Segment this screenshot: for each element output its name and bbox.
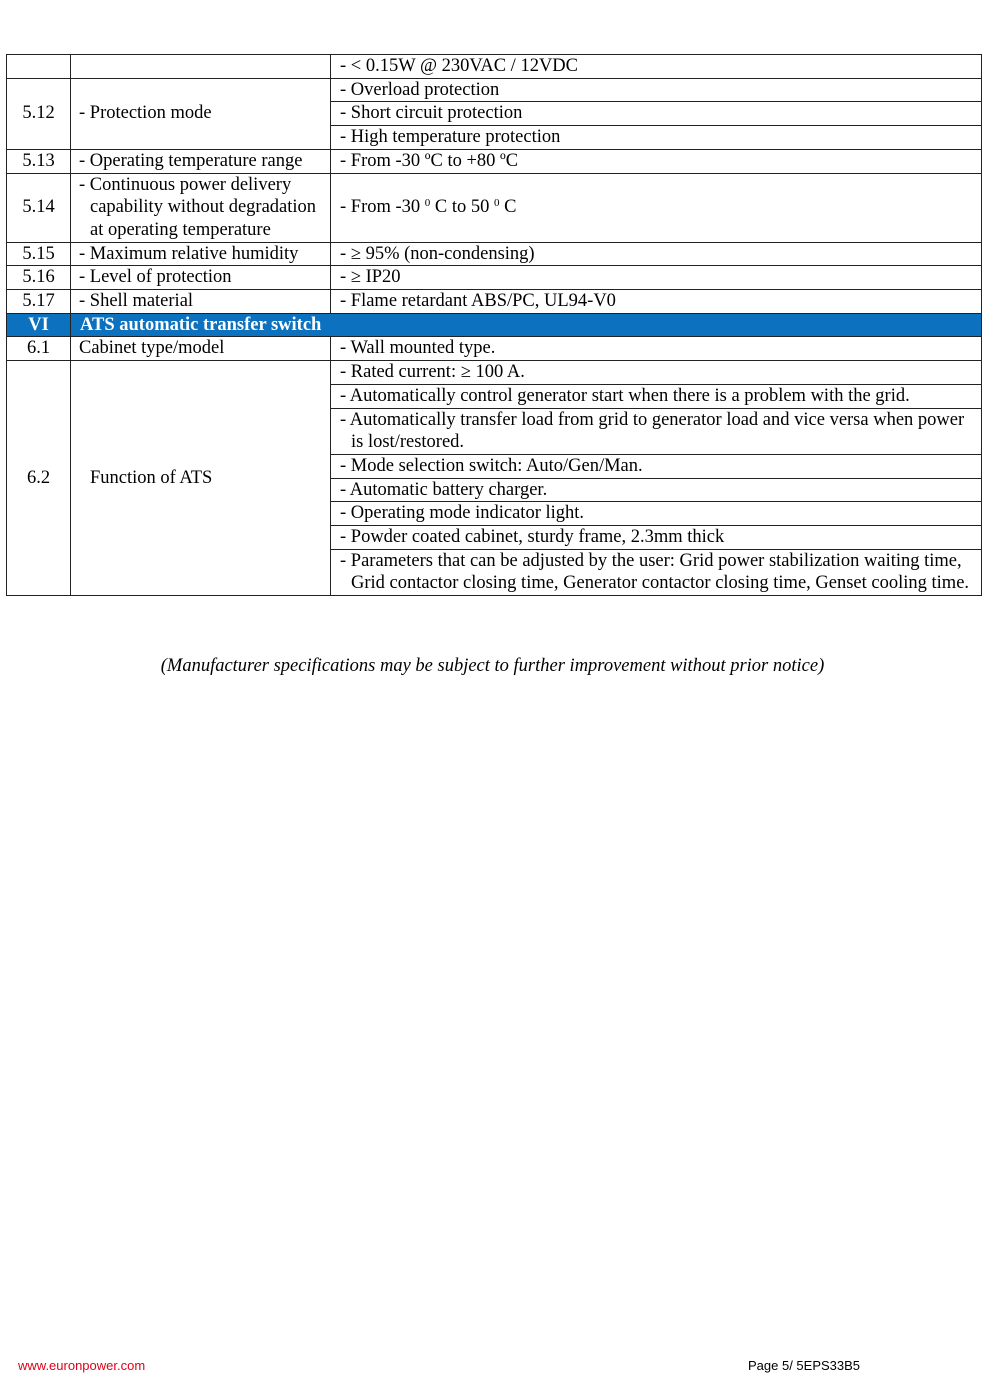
- spec-name: - Operating temperature range: [79, 150, 303, 171]
- spec-value: - ≥ 95% (non-condensing): [340, 243, 535, 264]
- table-row: [7, 361, 982, 385]
- spec-value: - < 0.15W @ 230VAC / 12VDC: [340, 56, 579, 76]
- table-row: [7, 242, 982, 266]
- disclaimer-note: (Manufacturer specifications may be subject to further improvement without prior notice): [160, 656, 825, 676]
- spec-value: - Powder coated cabinet, sturdy frame, 2.3mm thick: [340, 527, 725, 548]
- spec-value: - Automatically control generator start when there is a problem with the grid.: [340, 385, 910, 406]
- spec-value: - Operating mode indicator light.: [340, 503, 585, 524]
- row-number: 5.14: [7, 173, 71, 242]
- row-number: 5.17: [7, 290, 71, 314]
- spec-value: - Automatically transfer load from grid to generator load and vice versa when power is lost/restored.: [340, 409, 965, 453]
- footer-website-link[interactable]: www.euronpower.com: [18, 1358, 146, 1373]
- row-number: 6.1: [7, 337, 71, 361]
- spec-value: - Short circuit protection: [340, 103, 523, 124]
- row-number: 5.13: [7, 149, 71, 173]
- spec-name: Cabinet type/model: [71, 337, 331, 361]
- table-row: [7, 337, 982, 361]
- spec-value: - Flame retardant ABS/PC, UL94-V0: [340, 291, 616, 312]
- spec-name: - Protection mode: [79, 103, 212, 124]
- spec-name: - Shell material: [79, 291, 194, 312]
- row-number: 5.15: [7, 242, 71, 266]
- spec-name: - Level of protection: [79, 267, 232, 288]
- footer-page-number: Page 5/ 5EPS33B5: [748, 1358, 861, 1373]
- spec-value: - Automatic battery charger.: [340, 479, 548, 500]
- spec-value: - From -30 ºC to +80 ºC: [340, 150, 519, 171]
- table-row: [7, 290, 982, 314]
- section-title: ATS automatic transfer switch: [71, 313, 982, 337]
- section-number: VI: [7, 313, 71, 337]
- row-number: 5.16: [7, 266, 71, 290]
- spec-value: - Overload protection: [340, 79, 500, 100]
- spec-name: Function of ATS: [71, 361, 331, 596]
- spec-value: - High temperature protection: [340, 127, 561, 148]
- spec-value: - ≥ IP20: [340, 267, 401, 288]
- spec-name: - Maximum relative humidity: [79, 243, 299, 264]
- spec-value: - Rated current: ≥ 100 A.: [340, 362, 525, 383]
- spec-name: - Continuous power delivery capability without degradation at operating temperature: [79, 174, 317, 240]
- table-row: [7, 55, 982, 79]
- row-number: 5.12: [7, 78, 71, 149]
- spec-value: - Wall mounted type.: [340, 338, 496, 359]
- spec-value: - Mode selection switch: Auto/Gen/Man.: [340, 455, 643, 476]
- spec-value: - From -30 $^0$ C to 50 $^0$ C: [340, 197, 517, 218]
- section-header-row: [7, 313, 982, 337]
- table-row: [7, 266, 982, 290]
- row-number: 6.2: [7, 361, 71, 596]
- table-row: [7, 149, 982, 173]
- table-row: [7, 78, 982, 102]
- table-row: [7, 173, 982, 242]
- spec-value: - Parameters that can be adjusted by the user: Grid power stabilization waiting time, Grid contactor closing time, Generator contactor closing time, Genset cooling time.: [340, 550, 970, 594]
- spec-table: [6, 54, 982, 596]
